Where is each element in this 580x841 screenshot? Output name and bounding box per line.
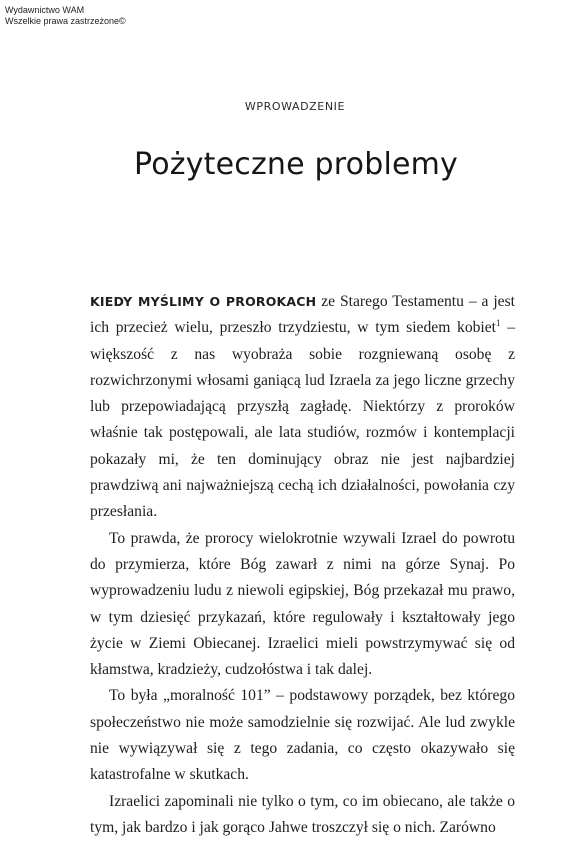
chapter-title: Pożyteczne problemy <box>133 147 459 182</box>
paragraph-1 <box>90 289 515 526</box>
publisher-name: Wydawnictwo WAM <box>5 5 85 15</box>
footnote-reference[interactable]: 1 <box>496 318 501 329</box>
paragraph-4: Izraelici zapominali nie tylko o tym, co im obiecano, ale także o tym, jak bardzo i jak gorąco Jahwe troszczył się o nich. Zarówno <box>90 792 515 836</box>
body-text <box>90 289 515 841</box>
paragraph-2: To prawda, że prorocy wielokrotnie wzywali Izrael do powrotu do przymierza, które Bóg zawarł z nimi na górze Synaj. Po wyprowadzeniu ludu z niewoli egipskiej, Bóg przekazał mu prawo, w tym dziesięć przykazań, które regulowały i kształtowały jego życie w Ziemi Obiecanej. Izraelici mieli powstrzymywać się od kłamstwa, kradzieży, cudzołóstwa i tak dalej. <box>90 529 515 679</box>
paragraph-1-text-b: – większość z nas wyobraża sobie rozgniewaną osobę z rozwichrzonymi włosami ganiącą lud Izraela za jego liczne grzechy lub przepowiadającą przyszłą zagładę. Niektórzy z proroków właśnie tak postępowali, ale lata studiów, rozmów i kontemplacji pokazały mi, że ten dominujący obraz nie jest najbardziej prawdziwą ani najważniejszą cechą ich działalności, powołania czy przesłania. <box>90 319 515 521</box>
copyright-notice: Wszelkie prawa zastrzeżone© <box>5 16 126 26</box>
paragraph-3: To była „moralność 101” – podstawowy porządek, bez którego społeczeństwo nie może samodzielnie się rozwijać. Ale lud zwykle nie wywiązywał się z tego zadania, co często okazywało się katastrofalne w skutkach. <box>90 687 515 784</box>
chapter-label: WPROWADZENIE <box>244 100 346 113</box>
watermark <box>5 5 126 27</box>
paragraph-1-text-a: ze Starego Testamentu – a jest ich przecież wielu, przeszło trzydziestu, w tym siedem kobiet <box>90 293 515 337</box>
lead-in-caps: KIEDY MYŚLIMY O PROROKACH <box>90 294 317 309</box>
